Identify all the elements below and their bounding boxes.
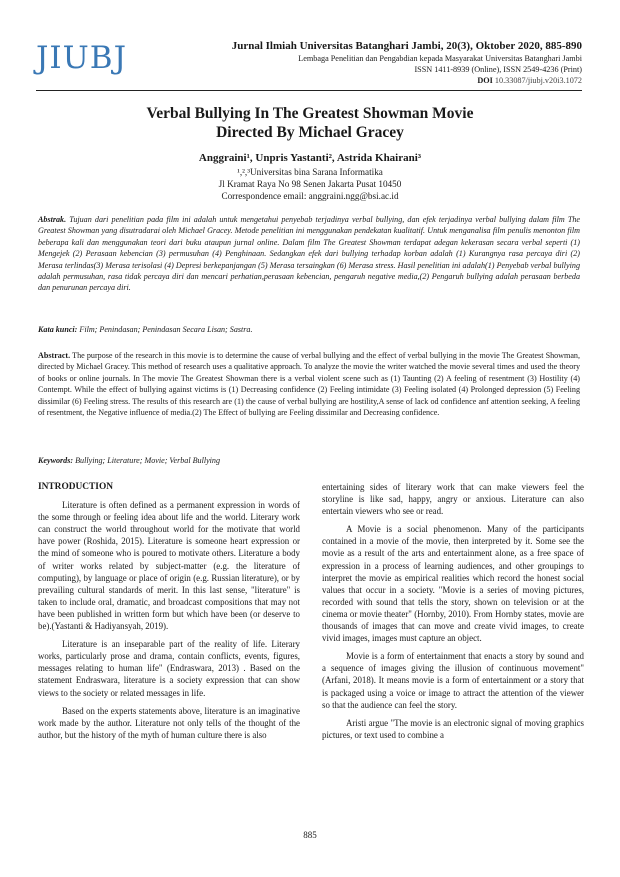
affiliation-block <box>0 166 620 202</box>
keywords <box>38 455 580 466</box>
keywords-text: Bullying; Literature; Movie; Verbal Bullying <box>75 456 221 465</box>
body-paragraph-continued: entertaining sides of literary work that can make viewers feel the storyline is like sad, happy, angry or anxious. Literature can also entertain viewers who see or read. <box>322 482 584 517</box>
kata-kunci-label: Kata kunci: <box>38 325 78 334</box>
page-number: 885 <box>303 830 317 840</box>
journal-logo: JIUBJ <box>36 40 128 76</box>
abstrak-indonesian <box>38 214 580 294</box>
body-column-right <box>322 481 584 741</box>
kata-kunci-text: Film; Penindasan; Penindasan Secara Lisan; Sastra. <box>79 325 253 334</box>
kata-kunci <box>38 324 580 335</box>
paper-title <box>60 104 560 142</box>
body-paragraph: A Movie is a social phenomenon. Many of the participants contained in a movie of the movie, then interpreted by it. Some see the movie as a result of the arts and entertainment alone, as a free space of expression in a process of learning audiences, and other groupings to interpret the movie as empirical realities which record the honest social values that occur in a society. "Movie is a series of moving pictures, recorded with sound that tells the story, shown on television or at the cinema or movie theater" (Hornby, 2010). From Hornby states, movie are thousands of images that can move and create vivid images, to create vivid images, images must capture an object. <box>322 524 584 644</box>
journal-name: Jurnal Ilmiah Universitas Batanghari Jambi, 20(3), Oktober 2020, 885-890 <box>231 40 582 52</box>
abstract-text: The purpose of the research in this movie is to determine the cause of verbal bullying and the effect of verbal bullying in the movie The Greatest Showman, directed by Michael Gracey. This method of research uses a qualitative approach. To analyze the movie the writer watched the movie several times and used the theory of books or online journals. In The movie The Greatest Showman there is a verbal violent scene such as (1) Taunting (2) A feeling of resentment (3) Hostility (4) Contempt. While the effect of bullying against victims is (1) Decreasing confidence (2) Feeling intimidate (3) Feeling isolated (4) Prolonged depression (5) Feeling dissimilar (6) Feeling stress. The results of this research are (1) the cause of verbal bullying are hostility,A sense of lack od confidence anf attention seeking, A feeling of resentment, the Negative influence of media.(2) The Effect of bullying are Feeling dissimilar and Decreasing confidence. <box>38 351 580 418</box>
abstrak-text: Tujuan dari penelitian pada film ini adalah untuk mengetahui penyebab terjadinya verbal bullying, dan efek terjadinya verbal bullying dalam film The Greatest Showman yang disutradarai oleh Michael Gracey. Metode penelitian ini menggunakan pendekatan kualitatif. Untuk menganalisa film penulis menonton film beberapa kali dan menggunakan teori dari buku ataupun jurnal online. Dalam film The Greatest Showman terdapat adegan kekerasan secara verbal seperti (1) Mengejek (2) Perasaan kebencian (3) permusuhan (4) Penghinaan. Sedangkan efek dari bullying terhadap korban adalah (1) Kurangnya rasa percaya diri (2) Merasa terlindas(3) Merasa terisolasi (4) Depresi berkepanjangan (5) Merasa tersaingkan (6) Merasa stress. Hasil penelitian ini adalah(1) Penyebab verbal bullying adalah permusuhan, rasa tidak percaya diri dan mencari perhatian,perasaan kebencian, pengaruh negative media,(2) Pengaruh bullying adalah perasaan berbeda dan penurunan percaya diri. <box>38 215 580 293</box>
abstract-label: Abstract. <box>38 351 71 360</box>
issn-line: ISSN 1411-8939 (Online), ISSN 2549-4236 (Print) <box>414 65 582 74</box>
title-line-2: Directed By Michael Gracey <box>216 124 404 141</box>
author-list: Anggraini¹, Unpris Yastanti², Astrida Khairani³ <box>198 152 422 164</box>
abstrak-label: Abstrak. <box>38 215 67 224</box>
abstract-english <box>38 350 580 418</box>
header-divider <box>36 90 582 91</box>
doi-line <box>162 75 582 86</box>
correspondence-email: Correspondence email: anggraini.ngg@bsi.ac.id <box>221 191 399 201</box>
body-paragraph: Movie is a form of entertainment that enacts a story by sound and a sequence of images giving the illusion of continuous movement" (Arfani, 2018). It means movie is a form of entertainment or a story that is packaged using a voice or image to attract the attention of the viewer so that the audience can feel the story. <box>322 651 584 710</box>
affiliation: ¹,²,³Universitas bina Sarana Informatika <box>237 167 383 177</box>
title-line-1: Verbal Bullying In The Greatest Showman Movie <box>146 105 474 122</box>
section-heading-introduction: INTRODUCTION <box>38 482 114 492</box>
doi-link[interactable]: 10.33087/jiubj.v20i3.1072 <box>494 76 582 85</box>
body-column-left <box>38 481 300 741</box>
doi-label: DOI <box>477 76 493 85</box>
body-paragraph: Literature is often defined as a permanent expression in words of the some through or feeling idea about life and the world. Literary work can construct the world throughout world for the motivate that world have power (Roshida, 2015). Literature is someone heart expression or the mind of someone who is poured to motivate others. Literature a body of writer works related by subject-matter (e.g. the literature of computing), by language or place of origin (e.g. Russian literature), or by prevailing cultural standards of merit. In this last sense, "literature" is taken to include oral, dramatic, and broadcast compositions that may not have been published in written form but which have been (or deserve to be).(Yastanti & Hadiyansyah, 2019). <box>38 500 300 632</box>
body-paragraph: Aristi argue "The movie is an electronic signal of moving graphics pictures, or text used to combine a <box>322 717 584 740</box>
keywords-label: Keywords: <box>38 456 74 465</box>
body-paragraph: Based on the experts statements above, literature is an imaginative work made by the author. Literature not only tells of the thought of the author, but the history of the myth of human culture there is also <box>38 705 300 740</box>
body-paragraph: Literature is an inseparable part of the reality of life. Literary works, particularly prose and drama, contain conflicts, events, figures, messages relating to human life" (Endraswara, 2013) . Based on the statement Endraswara, literature is a society expression that can show views to the society or related messages in life. <box>38 639 300 698</box>
journal-header <box>162 40 582 86</box>
address: Jl Kramat Raya No 98 Senen Jakarta Pusat 10450 <box>218 179 402 189</box>
publisher-line: Lembaga Penelitian dan Pengabdian kepada Masyarakat Universitas Batanghari Jambi <box>298 54 582 63</box>
